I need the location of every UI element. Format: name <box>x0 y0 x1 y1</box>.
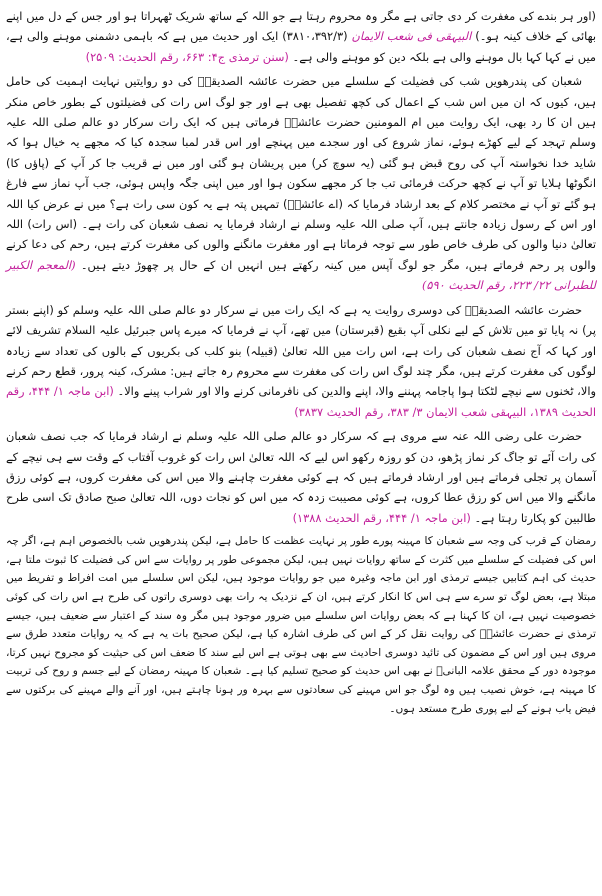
paragraph-1-text-a: (اور ہر بندے کی مغفرت کر دی جاتی ہے مگر وہ محروم رہتا ہے جو اللہ کے ساتھ شریک ٹھہراتا ہو اور جس کے دل میں اپنے بھائی کے خلاف کینہ ہو۔) <box>6 9 597 44</box>
paragraph-3-reference: (ابن ماجہ ۱/ ۴۴۴، رقم الحدیث ۱۳۸۹، البیہقی شعب الایمان ۳/ ۳۸۳، رقم الحدیث ۳۸۳۷) <box>6 384 596 419</box>
paragraph-2 <box>6 71 596 295</box>
paragraph-1-reference-b: (سنن ترمذی ج۴: ۶۶۳، رقم الحدیث: ۲۵۰۹) <box>85 49 289 64</box>
paragraph-5-text: رمضان کے قرب کی وجہ سے شعبان کا مہینہ پورے طور پر نہایت عظمت کا حامل ہے، لیکن پندرھویں شب بالخصوص اہم ہے، اگر چہ اس کی فضیلت کے سلسلے میں کثرت کے ساتھ روایات نہیں ہیں، لیکن مجموعی طور پر روایات سے اس کی فضیلت کا ثبوت ملتا ہے، حدیث کی اہم کتابیں جیسے ترمذی اور ابن ماجہ وغیرہ میں جو روایات موجود ہیں، لیکن اس سلسلے میں امت افراط و تفریط میں مبتلا ہے، بعض لوگ تو سرے سے ہی اس کا انکار کرتے ہیں، ان کے نزدیک یہ رات بھی دوسری راتوں کی طرح ہے اس رات کی کوئی خصوصیت نہیں ہے، ان کا کہنا ہے کہ بعض روایات اس سلسلے میں ضرور موجود ہیں مگر وہ سند کے اعتبار سے ضعیف ہیں، جیسے ترمذی نے حضرت عائشہؓ کی روایت نقل کر کے اس کی طرف اشارہ کیا ہے، لیکن صحیح بات یہ ہے کہ یہ روایات متعدد طرق سے مروی ہیں اور اس کے مضمون کی تائید دوسری احادیث سے بھی ہوتی ہے اس لیے سند کا ضعف اس کی حیثیت کو مجروح نہیں کرتا، موجودہ دور کے محقق علامہ البانیؒ نے بھی اس حدیث کو صحیح تسلیم کیا ہے۔ شعبان کا مہینہ رمضان کے لیے جسم و روح کی تربیت کا مہینہ ہے، خوش نصیب ہیں وہ لوگ جو اس مہینے کی سعادتوں سے بہرہ ور ہونا چاہتے ہیں، اور آنے والے مہینے کی برکتوں سے فیض یاب ہونے کے لیے پوری طرح مستعد ہوں۔ <box>6 535 596 715</box>
paragraph-3 <box>6 300 596 422</box>
paragraph-4-reference: (ابن ماجہ ۱/ ۴۴۴، رقم الحدیث ۱۳۸۸) <box>292 510 471 525</box>
paragraph-3-text: حضرت عائشہ الصدیقہؓ کی دوسری روایت یہ ہے کہ ایک رات میں نے سرکار دو عالم صلی اللہ علیہ وسلم کو (اپنے بستر پر) نہ پایا تو میں تلاش کے لیے نکلی آپ بقیع (قبرستان) میں تھے، آپ نے فرمایا کہ میرے پاس جبرئیل علیہ السلام تشریف لائے اور کہا کہ آج نصف شعبان کی رات ہے، اس رات میں اللہ تعالیٰ (قبیلہ) بنو کلب کی بکریوں کے بالوں کی تعداد سے زیادہ لوگوں کی مغفرت کرتے ہیں، مگر چند لوگ اس رات کی مغفرت سے محروم رہ جاتے ہیں: مشرک، کینہ پرور، قطع رحم کرنے والا، ٹخنوں سے نیچے لٹکتا ہوا پاجامہ پہننے والا، اپنے والدین کی نافرمانی کرنے والا اور شراب پینے والا۔ <box>6 302 597 399</box>
paragraph-1 <box>6 6 596 67</box>
paragraph-5 <box>6 532 596 718</box>
paragraph-4-text: حضرت علی رضی اللہ عنہ سے مروی ہے کہ سرکار دو عالم صلی اللہ علیہ وسلم نے ارشاد فرمایا کہ جب نصف شعبان کی رات آئے تو جاگ کر نماز پڑھو، دن کو روزہ رکھو اس لیے کہ اللہ تعالیٰ اس رات کو غروب آفتاب کے وقت سے ہی نیچے کے آسمان پر تجلی فرماتے ہیں اور ارشاد فرماتے ہیں کہ ہے کوئی مغفرت چاہنے والا میں اس کی مغفرت کروں، ہے کوئی رزق مانگنے والا میں اس کو رزق عطا کروں، ہے کوئی مصیبت زدہ کہ میں اس کو نجات دوں، اللہ تعالیٰ صبح صادق تک اسی طرح طالبین کو پکارتا رہتا ہے۔ <box>6 429 596 525</box>
paragraph-2-reference: (المعجم الکبیر للطبرانی ۲۲/ ۲۲۳، رقم الحدیث ۵۹۰) <box>6 257 596 293</box>
paragraph-1-text-b: (۳۸۱۰،۳۹۲/۳) ایک اور حدیث میں ہے کہ باہمی دشمنی موہنے والی ہے، میں نے کہا کہا بال موہنے والی ہے بلکہ دین کو موہنے والی ہے۔ <box>6 29 596 64</box>
paragraph-1-reference-a: البیہقی فی شعب الایمان <box>351 29 472 44</box>
paragraph-4 <box>6 426 596 528</box>
paragraph-2-text: شعبان کی پندرھویں شب کی فضیلت کے سلسلے میں حضرت عائشہ الصدیقہؓ کی دو روایتیں نہایت اہمیت کی حامل ہیں، کیوں کہ ان میں اس شب کے اعمال کی کچھ تفصیل بھی ہے اور جو لوگ اس رات کی فضیلتوں کے بطور خاص منکر ہیں ان کا رد بھی، ایک روایت میں ام المومنین حضرت عائشہؓ فرماتی ہیں کہ ایک رات سرکار دو عالم صلی اللہ علیہ وسلم تہجد کے لیے کھڑے ہوئے، نماز شروع کی اور سجدے میں پہنچے اور اس قدر لمبا سجدہ کیا کہ مجھے یہ خیال ہوا کہ شاید خدا نخواستہ آپ کی روح قبض ہو گئی (یہ سوچ کر) میں پریشان ہو گئی اور میں نے قریب جا کر آپ کے (پاؤں کا) انگوٹھا ہلایا تو آپ نے کچھ حرکت فرمائی تب جا کر مجھے سکون ہوا اور میں اپنی جگہ واپس ہوئی، جب آپ نماز سے فارغ ہو گئے تو آپ نے مختصر کلام کے بعد ارشاد فرمایا کہ (اے عائشہؓ) تمہیں پتہ ہے یہ کون سی رات ہے؟ میں نے عرض کیا اللہ اور اس کے رسول زیادہ جانتے ہیں، آپ صلی اللہ علیہ وسلم نے ارشاد فرمایا یہ نصف شعبان کی رات ہے۔ (اس رات) اللہ تعالیٰ دنیا والوں کی طرف خاص طور سے توجہ فرماتا ہے اور مغفرت مانگنے والوں کی مغفرت کرتے ہیں، رحم کی دعا کرنے والوں پر رحم فرماتے ہیں، مگر جو لوگ آپس میں کینہ رکھتے ہیں انہیں ان کے حال پر چھوڑ دیتے ہیں۔ <box>6 74 596 272</box>
